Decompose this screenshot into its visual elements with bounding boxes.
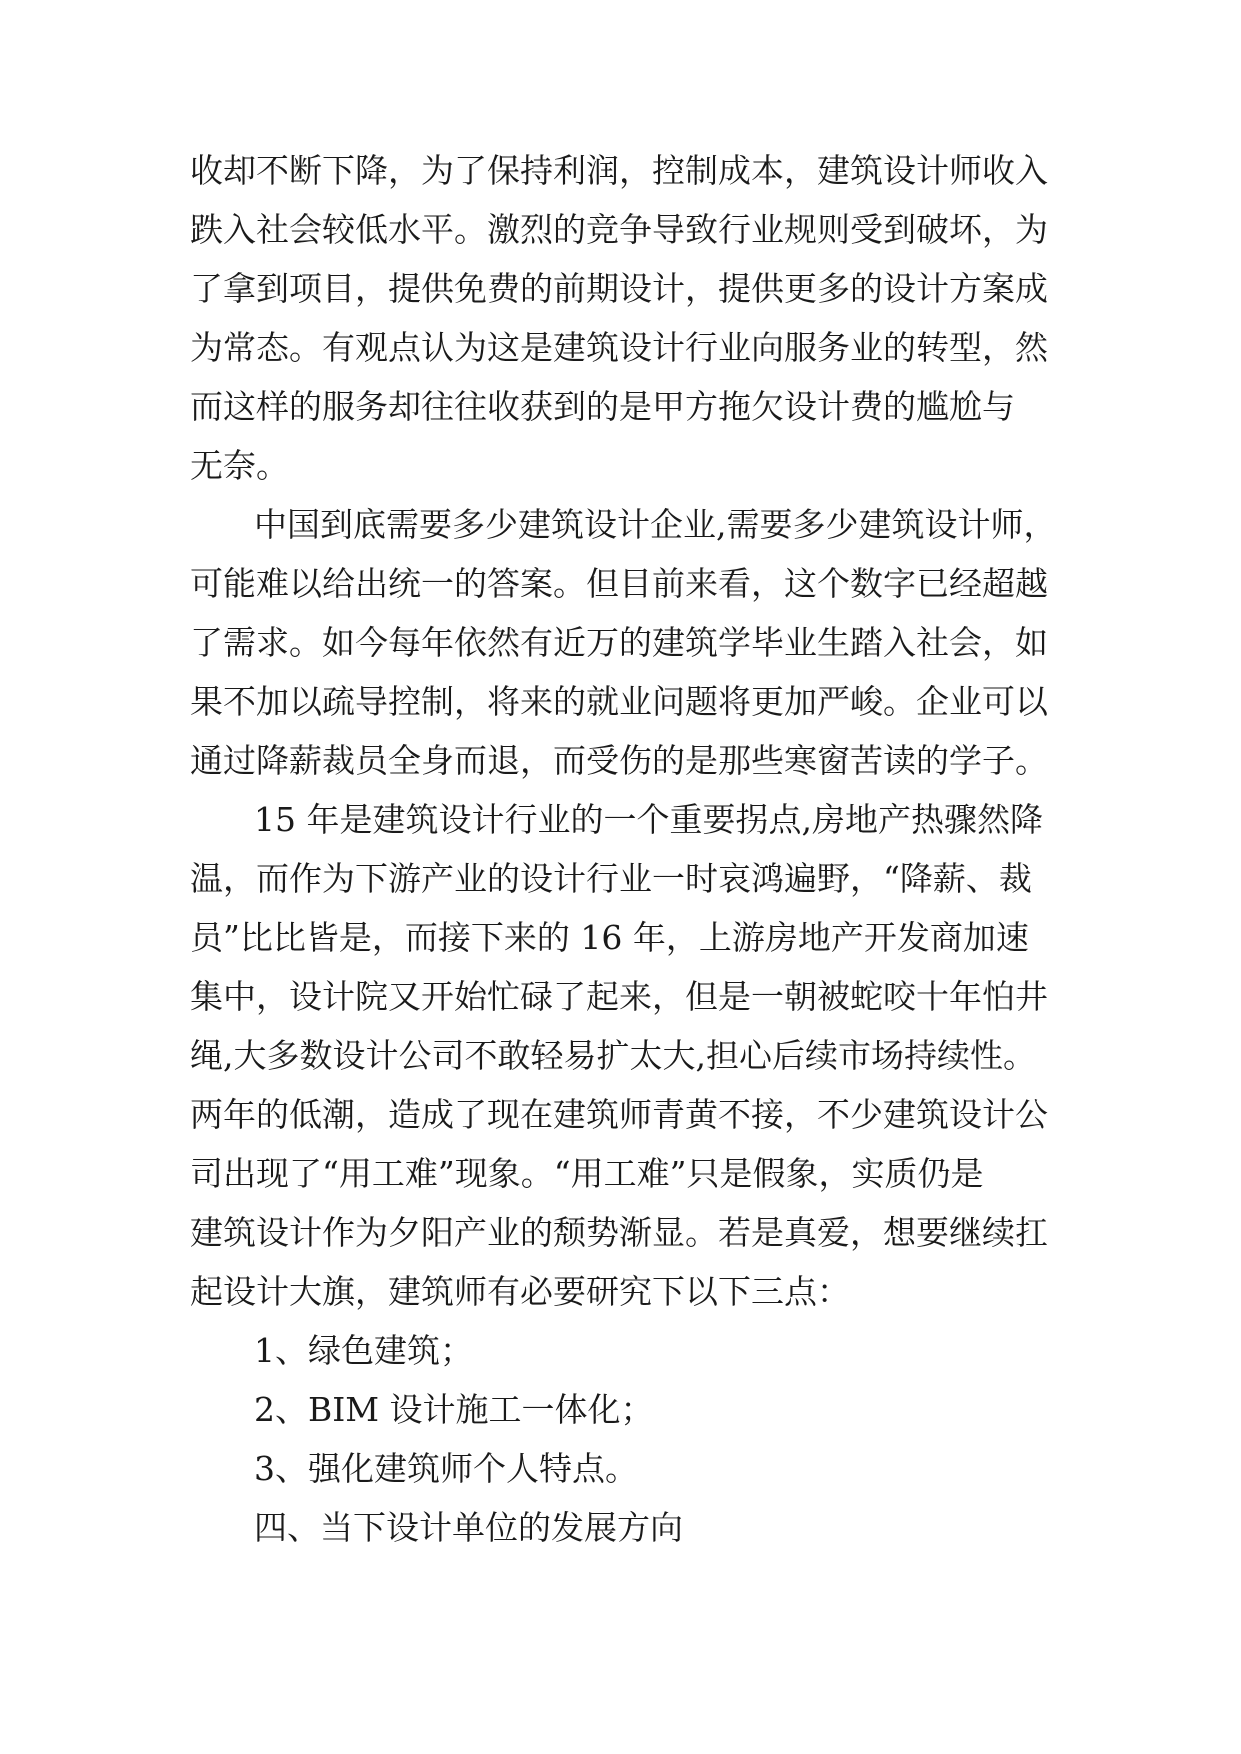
text-line: 收却不断下降，为了保持利润，控制成本，建筑设计师收入: [190, 151, 1048, 190]
paragraph-first-line: 中国到底需要多少建筑设计企业,需要多少建筑设计师，: [254, 505, 1057, 544]
text-line: 温，而作为下游产业的设计行业一时哀鸿遍野，“降薪、裁: [190, 859, 1032, 898]
text-line: 起设计大旗，建筑师有必要研究下以下三点：: [190, 1272, 850, 1311]
text-line: 通过降薪裁员全身而退，而受伤的是那些寒窗苦读的学子。: [190, 741, 1048, 780]
text-line: 司出现了“用工难”现象。“用工难”只是假象，实质仍是: [190, 1154, 984, 1193]
text-line: 建筑设计作为夕阳产业的颓势渐显。若是真爱，想要继续扛: [190, 1213, 1048, 1252]
text-line: 无奈。: [190, 446, 289, 485]
section-heading: 四、当下设计单位的发展方向: [254, 1508, 683, 1547]
text-line: 跌入社会较低水平。激烈的竞争导致行业规则受到破坏，为: [190, 210, 1048, 249]
paragraph-first-line: 15 年是建筑设计行业的一个重要拐点,房地产热骤然降: [254, 800, 1043, 839]
text-line: 了需求。如今每年依然有近万的建筑学毕业生踏入社会，如: [190, 623, 1048, 662]
text-line: 可能难以给出统一的答案。但目前来看，这个数字已经超越: [190, 564, 1048, 603]
text-line: 绳,大多数设计公司不敢轻易扩太大,担心后续市场持续性。: [190, 1036, 1036, 1075]
list-item: 3、强化建筑师个人特点。: [254, 1449, 638, 1488]
text-line: 员”比比皆是，而接下来的 16 年，上游房地产开发商加速: [190, 918, 1029, 957]
text-line: 集中，设计院又开始忙碌了起来，但是一朝被蛇咬十年怕井: [190, 977, 1048, 1016]
text-line: 两年的低潮，造成了现在建筑师青黄不接，不少建筑设计公: [190, 1095, 1048, 1134]
text-line: 了拿到项目，提供免费的前期设计，提供更多的设计方案成: [190, 269, 1048, 308]
list-item: 2、BIM 设计施工一体化；: [254, 1390, 654, 1429]
text-line: 为常态。有观点认为这是建筑设计行业向服务业的转型，然: [190, 328, 1048, 367]
text-line: 而这样的服务却往往收获到的是甲方拖欠设计费的尴尬与: [190, 387, 1015, 426]
text-line: 果不加以疏导控制，将来的就业问题将更加严峻。企业可以: [190, 682, 1048, 721]
list-item: 1、绿色建筑；: [254, 1331, 473, 1370]
